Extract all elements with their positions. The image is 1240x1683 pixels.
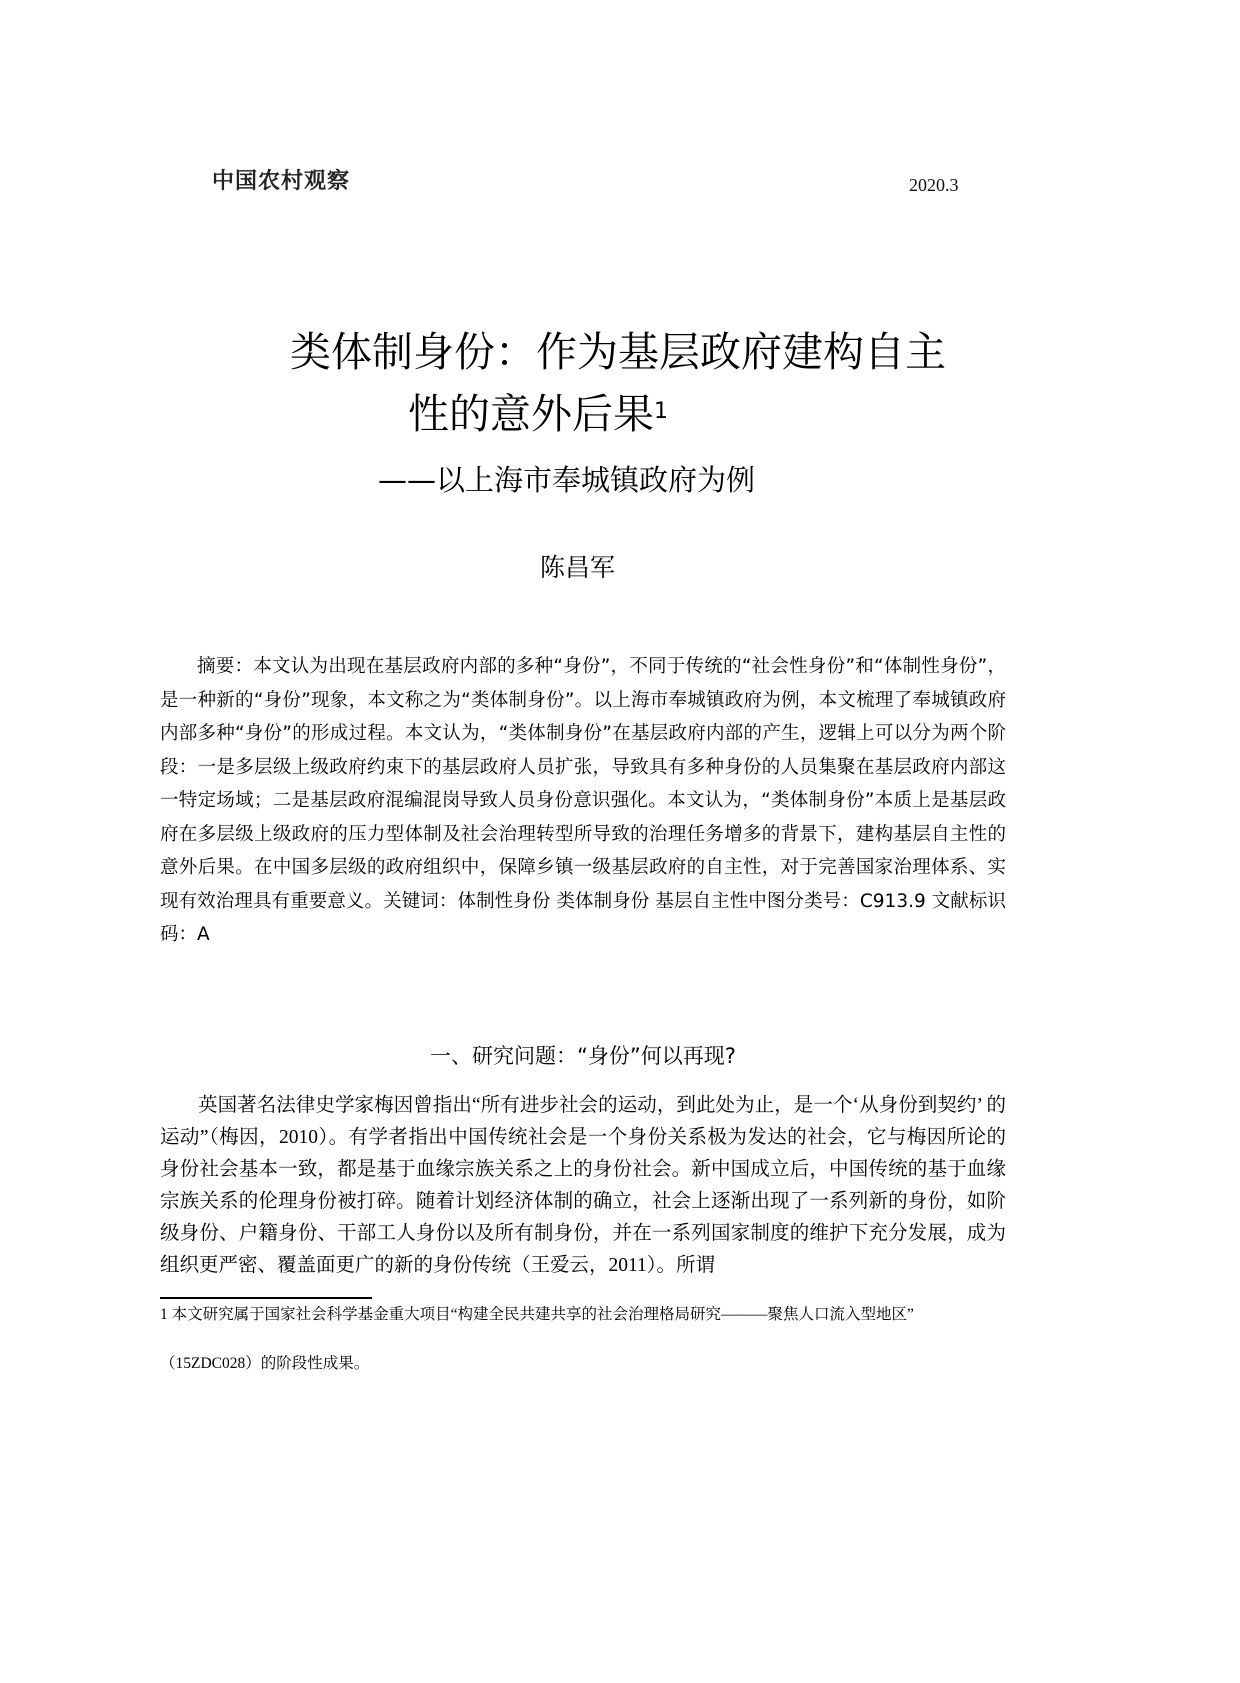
footnote-divider bbox=[160, 1297, 372, 1299]
footnote-continuation: （15ZDC028）的阶段性成果。 bbox=[160, 1355, 370, 1372]
section-heading: 一、研究问题：“身份”何以再现? bbox=[430, 1044, 736, 1068]
journal-logo: 中国农村观察 bbox=[212, 169, 351, 194]
paper-title-line1: 类体制身份：作为基层政府建构自主 bbox=[290, 328, 946, 376]
issue-number: 2020.3 bbox=[909, 175, 959, 195]
paper-subtitle: ——以上海市奉城镇政府为例 bbox=[378, 463, 756, 497]
abstract: 摘要：本文认为出现在基层政府内部的多种“身份”，不同于传统的“社会性身份”和“体制性身份”，是一种新的“身份”现象，本文称之为“类体制身份”。以上海市奉城镇政府为例，本文梳理了奉城镇政府内部多种“身份”的形成过程。本文认为，“类体制身份”在基层政府内部的产生，逻辑上可以分为两个阶段：一是多层级上级政府约束下的基层政府人员扩张，导致具有多种身份的人员集聚在基层政府内部这一特定场域；二是基层政府混编混岗导致人员身份意识强化。本文认为，“类体制身份”本质上是基层政府在多层级上级政府的压力型体制及社会治理转型所导致的治理任务增多的背景下，建构基层自主性的意外后果。在中国多层级的政府组织中，保障乡镇一级基层政府的自主性，对于完善国家治理体系、实现有效治理具有重要意义。关键词：体制性身份 类体制身份 基层自主性中图分类号：C913.9 文献标识码：A bbox=[160, 656, 1006, 945]
paper-title-line2 bbox=[408, 384, 668, 444]
body-paragraph: 英国著名法律史学家梅因曾指出“所有进步社会的运动，到此处为止，是一个‘从身份到契约’ 的运动”（梅因，2010）。有学者指出中国传统社会是一个身份关系极为发达的社会，它与梅因所论的身份社会基本一致，都是基于血缘宗族关系之上的身份社会。新中国成立后，中国传统的基于血缘宗族关系的伦理身份被打碎。随着计划经济体制的确立，社会上逐渐出现了一系列新的身份，如阶级身份、户籍身份、干部工人身份以及所有制身份，并在一系列国家制度的维护下充分发展，成为组织更严密、覆盖面更广的新的身份传统（王爱云，2011）。所谓 bbox=[160, 1095, 1006, 1276]
paper-title-line2-text: 性的意外后果 bbox=[408, 390, 654, 438]
author-name: 陈昌军 bbox=[540, 553, 616, 582]
footnote-marker[interactable]: 1 bbox=[654, 399, 668, 424]
footnote: 1 本文研究属于国家社会科学基金重大项目“构建全民共建共享的社会治理格局研究———聚焦人口流入型地区” bbox=[160, 1306, 914, 1323]
